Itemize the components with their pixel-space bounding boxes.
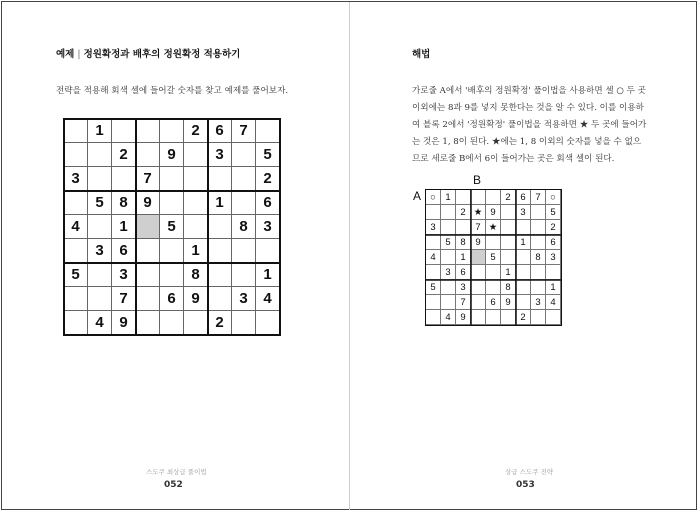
grid-cell: 1 bbox=[256, 263, 280, 287]
grid-cell: 6 bbox=[516, 190, 531, 205]
grid-cell: 9 bbox=[112, 311, 136, 335]
grid-cell: 1 bbox=[516, 235, 531, 250]
grid-cell: 7 bbox=[232, 119, 256, 143]
grid-cell: 1 bbox=[112, 215, 136, 239]
grid-cell: 8 bbox=[501, 280, 516, 295]
grid-cell bbox=[136, 239, 160, 263]
grid-cell bbox=[64, 143, 88, 167]
grid-cell bbox=[232, 311, 256, 335]
paragraph-line: 이외에는 8과 9를 넣지 못한다는 것을 알 수 있다. 이를 이용하 bbox=[412, 103, 644, 113]
grid-cell: 3 bbox=[546, 250, 561, 265]
grid-cell bbox=[88, 167, 112, 191]
grid-cell bbox=[426, 205, 441, 220]
intro-text: 전략을 적용해 회색 셀에 들어갈 숫자를 찾고 예제를 풀어보자. bbox=[56, 86, 289, 96]
grid-cell bbox=[160, 191, 184, 215]
grid-cell: 3 bbox=[441, 265, 456, 280]
grid-cell bbox=[546, 265, 561, 280]
grid-cell bbox=[208, 215, 232, 239]
grid-cell: 9 bbox=[471, 235, 486, 250]
grid-cell bbox=[531, 280, 546, 295]
grid-cell: 1 bbox=[184, 239, 208, 263]
grid-cell: 1 bbox=[441, 190, 456, 205]
grid-cell: 2 bbox=[256, 167, 280, 191]
grid-cell: 3 bbox=[516, 205, 531, 220]
grid-cell bbox=[441, 250, 456, 265]
grid-cell bbox=[88, 263, 112, 287]
grid-cell bbox=[208, 263, 232, 287]
grid-cell bbox=[64, 119, 88, 143]
grid-cell bbox=[160, 239, 184, 263]
grid-cell bbox=[232, 143, 256, 167]
grid-cell bbox=[184, 167, 208, 191]
grid-cell bbox=[160, 311, 184, 335]
grid-cell: 4 bbox=[64, 215, 88, 239]
grid-cell: 1 bbox=[456, 250, 471, 265]
grid-cell bbox=[184, 311, 208, 335]
grid-cell bbox=[486, 235, 501, 250]
example-heading bbox=[56, 46, 240, 60]
grid-cell: ★ bbox=[471, 205, 486, 220]
grid-cell bbox=[531, 235, 546, 250]
grid-cell bbox=[501, 250, 516, 265]
grid-cell: 4 bbox=[546, 295, 561, 310]
grid-cell bbox=[136, 287, 160, 311]
grid-cell bbox=[471, 310, 486, 325]
grid-cell bbox=[184, 191, 208, 215]
grid-cell: 3 bbox=[456, 280, 471, 295]
grid-cell bbox=[426, 265, 441, 280]
paragraph-line: 는 것은 1, 8이 된다. ★에는 1, 8 이외의 숫자를 넣을 수 없으 bbox=[412, 137, 642, 147]
grid-cell: 8 bbox=[184, 263, 208, 287]
grid-cell: 5 bbox=[64, 263, 88, 287]
solution-heading: 해법 bbox=[412, 49, 431, 60]
grid-cell bbox=[64, 311, 88, 335]
grid-cell: 7 bbox=[471, 220, 486, 235]
grid-cell: 7 bbox=[456, 295, 471, 310]
grid-cell bbox=[136, 311, 160, 335]
grid-cell bbox=[456, 190, 471, 205]
grid-cell bbox=[160, 119, 184, 143]
grid-cell bbox=[232, 239, 256, 263]
grid-cell bbox=[136, 143, 160, 167]
grid-cell: 7 bbox=[112, 287, 136, 311]
grid-cell: 9 bbox=[501, 295, 516, 310]
grid-cell: 5 bbox=[88, 191, 112, 215]
grid-cell: ○ bbox=[426, 190, 441, 205]
grid-cell: 1 bbox=[208, 191, 232, 215]
grid-cell bbox=[471, 280, 486, 295]
grid-cell bbox=[64, 287, 88, 311]
grid-cell bbox=[184, 143, 208, 167]
grid-cell bbox=[232, 191, 256, 215]
grid-cell bbox=[426, 295, 441, 310]
grid-cell: 5 bbox=[486, 250, 501, 265]
shaded-cell bbox=[136, 215, 160, 239]
right-footer-title: 상급 스도쿠 전략 bbox=[505, 468, 554, 476]
grid-cell: 8 bbox=[456, 235, 471, 250]
grid-cell: 4 bbox=[426, 250, 441, 265]
heading-title: 정원확정과 배후의 정원확정 적용하기 bbox=[83, 49, 241, 60]
grid-cell: ○ bbox=[546, 190, 561, 205]
paragraph-line: 므로 세로줄 B에서 6이 들어가는 곳은 회색 셀이 된다. bbox=[412, 154, 615, 164]
grid-cell: 9 bbox=[486, 205, 501, 220]
grid-cell bbox=[88, 215, 112, 239]
paragraph-line: 여 블록 2에서 '정원확정' 풀이법을 적용하면 ★ 두 곳에 들어가 bbox=[412, 120, 647, 130]
grid-cell: 5 bbox=[426, 280, 441, 295]
grid-cell bbox=[136, 263, 160, 287]
grid-cell: 6 bbox=[160, 287, 184, 311]
grid-cell: 9 bbox=[456, 310, 471, 325]
grid-cell bbox=[184, 215, 208, 239]
grid-cell bbox=[531, 310, 546, 325]
grid-cell: ★ bbox=[486, 220, 501, 235]
grid-cell: 4 bbox=[256, 287, 280, 311]
grid-cell: 1 bbox=[501, 265, 516, 280]
grid-cell bbox=[441, 295, 456, 310]
grid-cell: 3 bbox=[256, 215, 280, 239]
grid-cell bbox=[208, 287, 232, 311]
grid-cell: 2 bbox=[546, 220, 561, 235]
grid-cell bbox=[160, 263, 184, 287]
grid-cell: 6 bbox=[256, 191, 280, 215]
left-page-number: 052 bbox=[164, 480, 183, 490]
grid-cell: 4 bbox=[441, 310, 456, 325]
column-label-b: B bbox=[473, 173, 482, 187]
grid-cell bbox=[232, 167, 256, 191]
sudoku-puzzle-grid bbox=[64, 119, 280, 335]
grid-cell bbox=[208, 167, 232, 191]
grid-cell bbox=[456, 220, 471, 235]
grid-cell bbox=[136, 119, 160, 143]
grid-cell: 2 bbox=[112, 143, 136, 167]
grid-cell bbox=[426, 235, 441, 250]
left-footer-title: 스도쿠 최상급 풀이법 bbox=[146, 468, 207, 476]
grid-cell bbox=[516, 280, 531, 295]
grid-cell bbox=[64, 191, 88, 215]
grid-cell: 5 bbox=[546, 205, 561, 220]
right-page-number: 053 bbox=[516, 480, 535, 490]
grid-cell: 2 bbox=[501, 190, 516, 205]
grid-cell bbox=[441, 205, 456, 220]
grid-cell bbox=[471, 190, 486, 205]
grid-cell: 6 bbox=[456, 265, 471, 280]
grid-cell: 5 bbox=[441, 235, 456, 250]
grid-cell: 3 bbox=[64, 167, 88, 191]
grid-cell: 3 bbox=[88, 239, 112, 263]
grid-cell: 3 bbox=[531, 295, 546, 310]
grid-cell bbox=[256, 119, 280, 143]
grid-cell bbox=[501, 310, 516, 325]
grid-cell bbox=[426, 310, 441, 325]
grid-cell: 6 bbox=[486, 295, 501, 310]
grid-cell: 6 bbox=[546, 235, 561, 250]
grid-cell bbox=[232, 263, 256, 287]
grid-cell: 3 bbox=[426, 220, 441, 235]
grid-cell: 9 bbox=[184, 287, 208, 311]
grid-cell: 6 bbox=[208, 119, 232, 143]
heading-separator: | bbox=[77, 49, 81, 60]
grid-cell: 9 bbox=[160, 143, 184, 167]
grid-cell bbox=[516, 220, 531, 235]
grid-cell: 2 bbox=[456, 205, 471, 220]
grid-cell: 9 bbox=[136, 191, 160, 215]
grid-cell: 3 bbox=[208, 143, 232, 167]
grid-cell: 5 bbox=[160, 215, 184, 239]
grid-cell bbox=[516, 250, 531, 265]
grid-cell: 7 bbox=[531, 190, 546, 205]
grid-cell bbox=[516, 295, 531, 310]
grid-cell bbox=[531, 265, 546, 280]
grid-cell bbox=[531, 220, 546, 235]
row-label-a: A bbox=[413, 189, 422, 203]
grid-cell bbox=[256, 239, 280, 263]
grid-cell: 3 bbox=[232, 287, 256, 311]
grid-cell bbox=[88, 143, 112, 167]
grid-cell: 8 bbox=[232, 215, 256, 239]
grid-cell: 8 bbox=[531, 250, 546, 265]
grid-cell bbox=[88, 287, 112, 311]
grid-cell: 5 bbox=[256, 143, 280, 167]
grid-cell bbox=[64, 239, 88, 263]
grid-cell bbox=[516, 265, 531, 280]
grid-cell: 6 bbox=[112, 239, 136, 263]
grid-cell bbox=[441, 280, 456, 295]
grid-cell bbox=[486, 190, 501, 205]
grid-cell bbox=[501, 220, 516, 235]
grid-cell: 2 bbox=[184, 119, 208, 143]
sudoku-solution-grid bbox=[426, 190, 561, 325]
grid-cell bbox=[486, 310, 501, 325]
shaded-cell bbox=[471, 250, 486, 265]
grid-cell: 8 bbox=[112, 191, 136, 215]
grid-cell: 1 bbox=[88, 119, 112, 143]
grid-cell bbox=[486, 280, 501, 295]
grid-cell bbox=[471, 295, 486, 310]
grid-cell: 1 bbox=[546, 280, 561, 295]
grid-cell: 2 bbox=[516, 310, 531, 325]
grid-cell: 7 bbox=[136, 167, 160, 191]
grid-cell bbox=[531, 205, 546, 220]
grid-cell bbox=[112, 167, 136, 191]
grid-cell bbox=[546, 310, 561, 325]
heading-tag: 예제 bbox=[56, 49, 75, 60]
grid-cell bbox=[501, 205, 516, 220]
grid-cell: 4 bbox=[88, 311, 112, 335]
grid-cell bbox=[486, 265, 501, 280]
grid-cell bbox=[471, 265, 486, 280]
grid-cell: 3 bbox=[112, 263, 136, 287]
book-spine bbox=[349, 2, 350, 510]
grid-cell bbox=[441, 220, 456, 235]
paragraph-line: 가로줄 A에서 '배후의 정원확정' 풀이법을 사용하면 셀 ○ 두 곳 bbox=[412, 86, 646, 96]
grid-cell bbox=[208, 239, 232, 263]
grid-cell: 2 bbox=[208, 311, 232, 335]
grid-cell bbox=[501, 235, 516, 250]
grid-cell bbox=[112, 119, 136, 143]
grid-cell bbox=[256, 311, 280, 335]
grid-cell bbox=[160, 167, 184, 191]
